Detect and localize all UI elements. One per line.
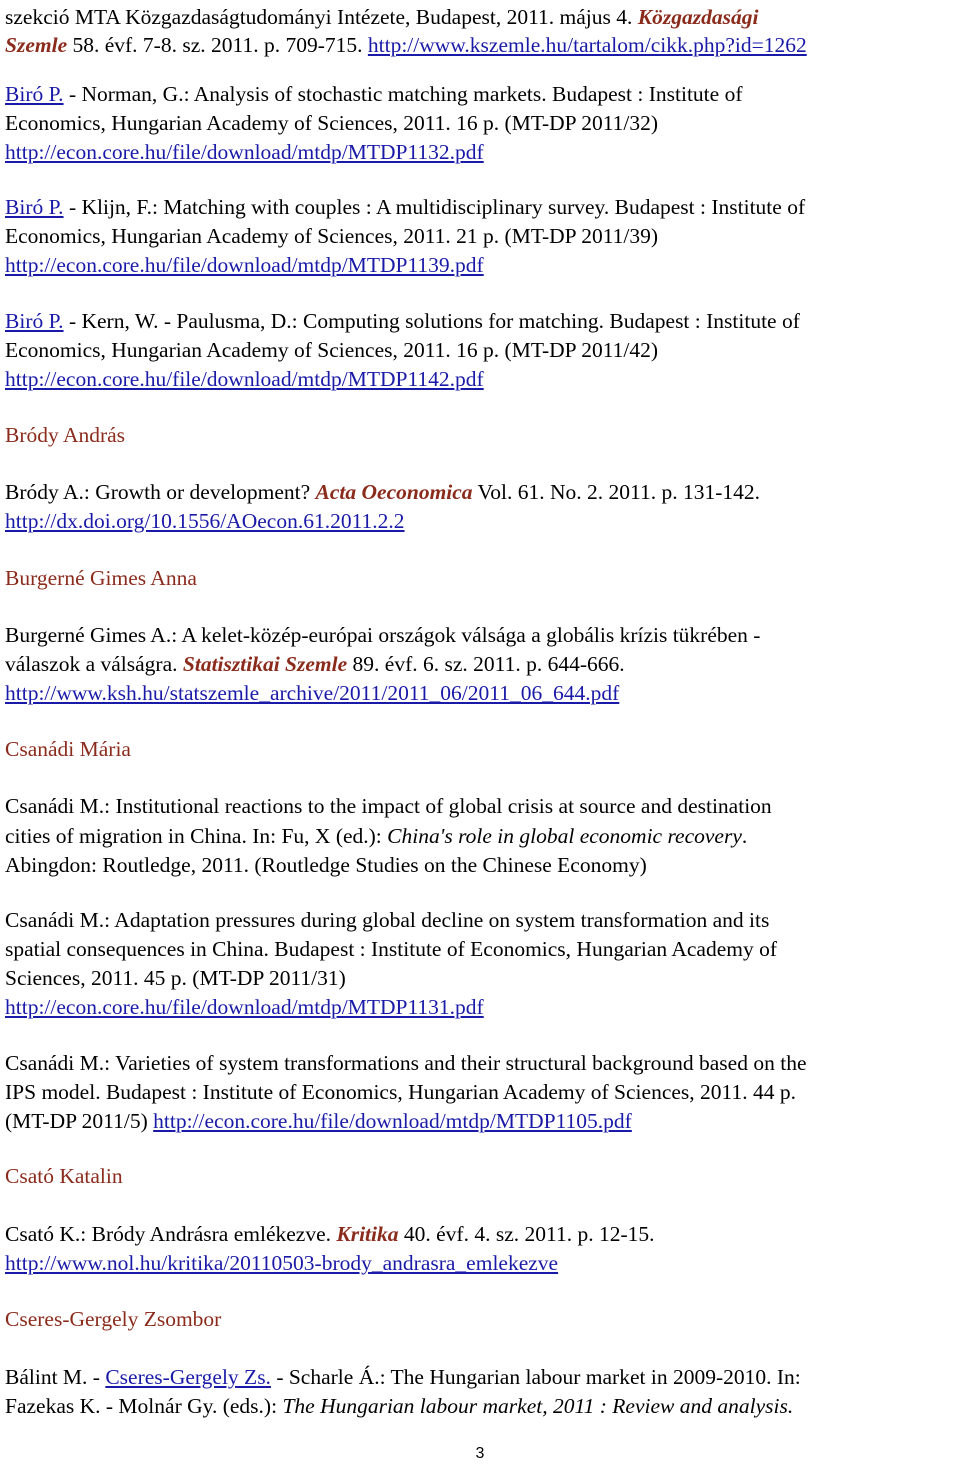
- text-line: [5, 306, 800, 336]
- text-line: [5, 335, 658, 365]
- text-line: [5, 364, 484, 394]
- text-line: [5, 791, 772, 821]
- text-line: [5, 108, 658, 138]
- journal-title: Szemle: [5, 33, 68, 57]
- text-span: Abingdon: Routledge, 2011. (Routledge Studies on the Chinese Economy): [5, 853, 647, 877]
- text-span: Sciences, 2011. 45 p. (MT-DP 2011/31): [5, 966, 346, 990]
- text-line: [5, 850, 647, 880]
- journal-title: Kritika: [336, 1222, 399, 1246]
- text-line: [5, 620, 760, 650]
- text-line: [5, 506, 405, 536]
- text-span: Economics, Hungarian Academy of Sciences, 2011. 16 p. (MT-DP 2011/32): [5, 111, 659, 135]
- text-span: Csanádi M.: Institutional reactions to the impact of global crisis at source and destination: [5, 794, 772, 818]
- author-heading: Csató Katalin: [5, 1164, 123, 1188]
- url-link[interactable]: http://econ.core.hu/file/download/mtdp/MTDP1105.pdf: [153, 1109, 632, 1133]
- text-span: - Norman, G.: Analysis of stochastic matching markets. Budapest : Institute of: [63, 82, 743, 106]
- text-span: IPS model. Budapest : Institute of Economics, Hungarian Academy of Sciences, 2011. 44 p.: [5, 1080, 796, 1104]
- author-link[interactable]: Biró P.: [5, 309, 64, 333]
- text-span: - Scharle Á.: The Hungarian labour market in 2009-2010. In:: [270, 1365, 801, 1389]
- text-span: Csanádi M.: Varieties of system transformations and their structural background based on the: [5, 1051, 807, 1075]
- text-line: [5, 250, 484, 280]
- book-title: The Hungarian labour market, 2011 : Review and analysis.: [282, 1394, 794, 1418]
- journal-title: Acta Oeconomica: [315, 480, 473, 504]
- text-line: [5, 1362, 801, 1392]
- text-line: [5, 821, 747, 851]
- text-line: [5, 1048, 806, 1078]
- text-span: 89. évf. 6. sz. 2011. p. 644-666.: [347, 652, 625, 676]
- text-line: [5, 137, 484, 167]
- text-span: 40. évf. 4. sz. 2011. p. 12-15.: [398, 1222, 655, 1246]
- text-line: [5, 905, 769, 935]
- text-line: [5, 963, 346, 993]
- text-line: [5, 1391, 793, 1421]
- text-span: Bródy A.: Growth or development?: [5, 480, 316, 504]
- text-span: (MT-DP 2011/5): [5, 1109, 154, 1133]
- text-line: [5, 2, 758, 32]
- text-span: szekció MTA Közgazdaságtudományi Intézete, Budapest, 2011. május 4.: [5, 5, 638, 29]
- text-span: - Kern, W. - Paulusma, D.: Computing solutions for matching. Budapest : Institute of: [63, 309, 800, 333]
- text-line: [5, 221, 658, 251]
- text-line: [5, 79, 742, 109]
- text-line: [5, 1219, 655, 1249]
- text-span: Bálint M. -: [5, 1365, 106, 1389]
- author-heading: Cseres-Gergely Zsombor: [5, 1307, 222, 1331]
- text-line: [5, 992, 484, 1022]
- text-line: [5, 1248, 558, 1278]
- text-span: Economics, Hungarian Academy of Sciences, 2011. 16 p. (MT-DP 2011/42): [5, 338, 659, 362]
- text-span: válaszok a válságra.: [5, 652, 183, 676]
- author-link[interactable]: Biró P.: [5, 195, 64, 219]
- url-link[interactable]: http://www.kszemle.hu/tartalom/cikk.php?id=1262: [367, 33, 807, 57]
- text-line: [5, 1077, 796, 1107]
- text-span: Vol. 61. No. 2. 2011. p. 131-142.: [472, 480, 761, 504]
- text-line: [5, 477, 760, 507]
- text-line: [5, 1106, 632, 1136]
- page-number: 3: [475, 1445, 485, 1462]
- url-link[interactable]: http://www.ksh.hu/statszemle_archive/2011/2011_06/2011_06_644.pdf: [5, 681, 620, 705]
- text-line: [5, 30, 807, 60]
- author-heading: Burgerné Gimes Anna: [5, 566, 197, 590]
- author-heading: Bródy András: [5, 423, 126, 447]
- text-span: .: [741, 824, 748, 848]
- author-heading: Csanádi Mária: [5, 737, 131, 761]
- url-link[interactable]: http://econ.core.hu/file/download/mtdp/MTDP1131.pdf: [5, 995, 484, 1019]
- url-link[interactable]: http://dx.doi.org/10.1556/AOecon.61.2011.2.2: [5, 509, 405, 533]
- text-span: Csató K.: Bródy Andrásra emlékezve.: [5, 1222, 337, 1246]
- text-span: Burgerné Gimes A.: A kelet-közép-európai országok válsága a globális krízis tükrében -: [5, 623, 761, 647]
- text-span: Fazekas K. - Molnár Gy. (eds.):: [5, 1394, 283, 1418]
- journal-title: Közgazdasági: [637, 5, 759, 29]
- author-link[interactable]: Cseres-Gergely Zs.: [105, 1365, 271, 1389]
- text-line: [5, 678, 619, 708]
- url-link[interactable]: http://econ.core.hu/file/download/mtdp/MTDP1132.pdf: [5, 140, 484, 164]
- url-link[interactable]: http://www.nol.hu/kritika/20110503-brody_andrasra_emlekezve: [5, 1251, 559, 1275]
- text-span: Csanádi M.: Adaptation pressures during global decline on system transformation and its: [5, 908, 770, 932]
- text-span: - Klijn, F.: Matching with couples : A multidisciplinary survey. Budapest : Institute of: [63, 195, 806, 219]
- text-span: 58. évf. 7-8. sz. 2011. p. 709-715.: [67, 33, 368, 57]
- text-line: [5, 192, 805, 222]
- book-title: China's role in global economic recovery: [387, 824, 742, 848]
- text-span: cities of migration in China. In: Fu, X (ed.):: [5, 824, 388, 848]
- author-link[interactable]: Biró P.: [5, 82, 64, 106]
- text-line: [5, 934, 777, 964]
- text-line: [5, 649, 625, 679]
- text-span: Economics, Hungarian Academy of Sciences, 2011. 21 p. (MT-DP 2011/39): [5, 224, 659, 248]
- url-link[interactable]: http://econ.core.hu/file/download/mtdp/MTDP1142.pdf: [5, 367, 484, 391]
- journal-title: Statisztikai Szemle: [182, 652, 348, 676]
- url-link[interactable]: http://econ.core.hu/file/download/mtdp/MTDP1139.pdf: [5, 253, 484, 277]
- text-span: spatial consequences in China. Budapest : Institute of Economics, Hungarian Academy of: [5, 937, 778, 961]
